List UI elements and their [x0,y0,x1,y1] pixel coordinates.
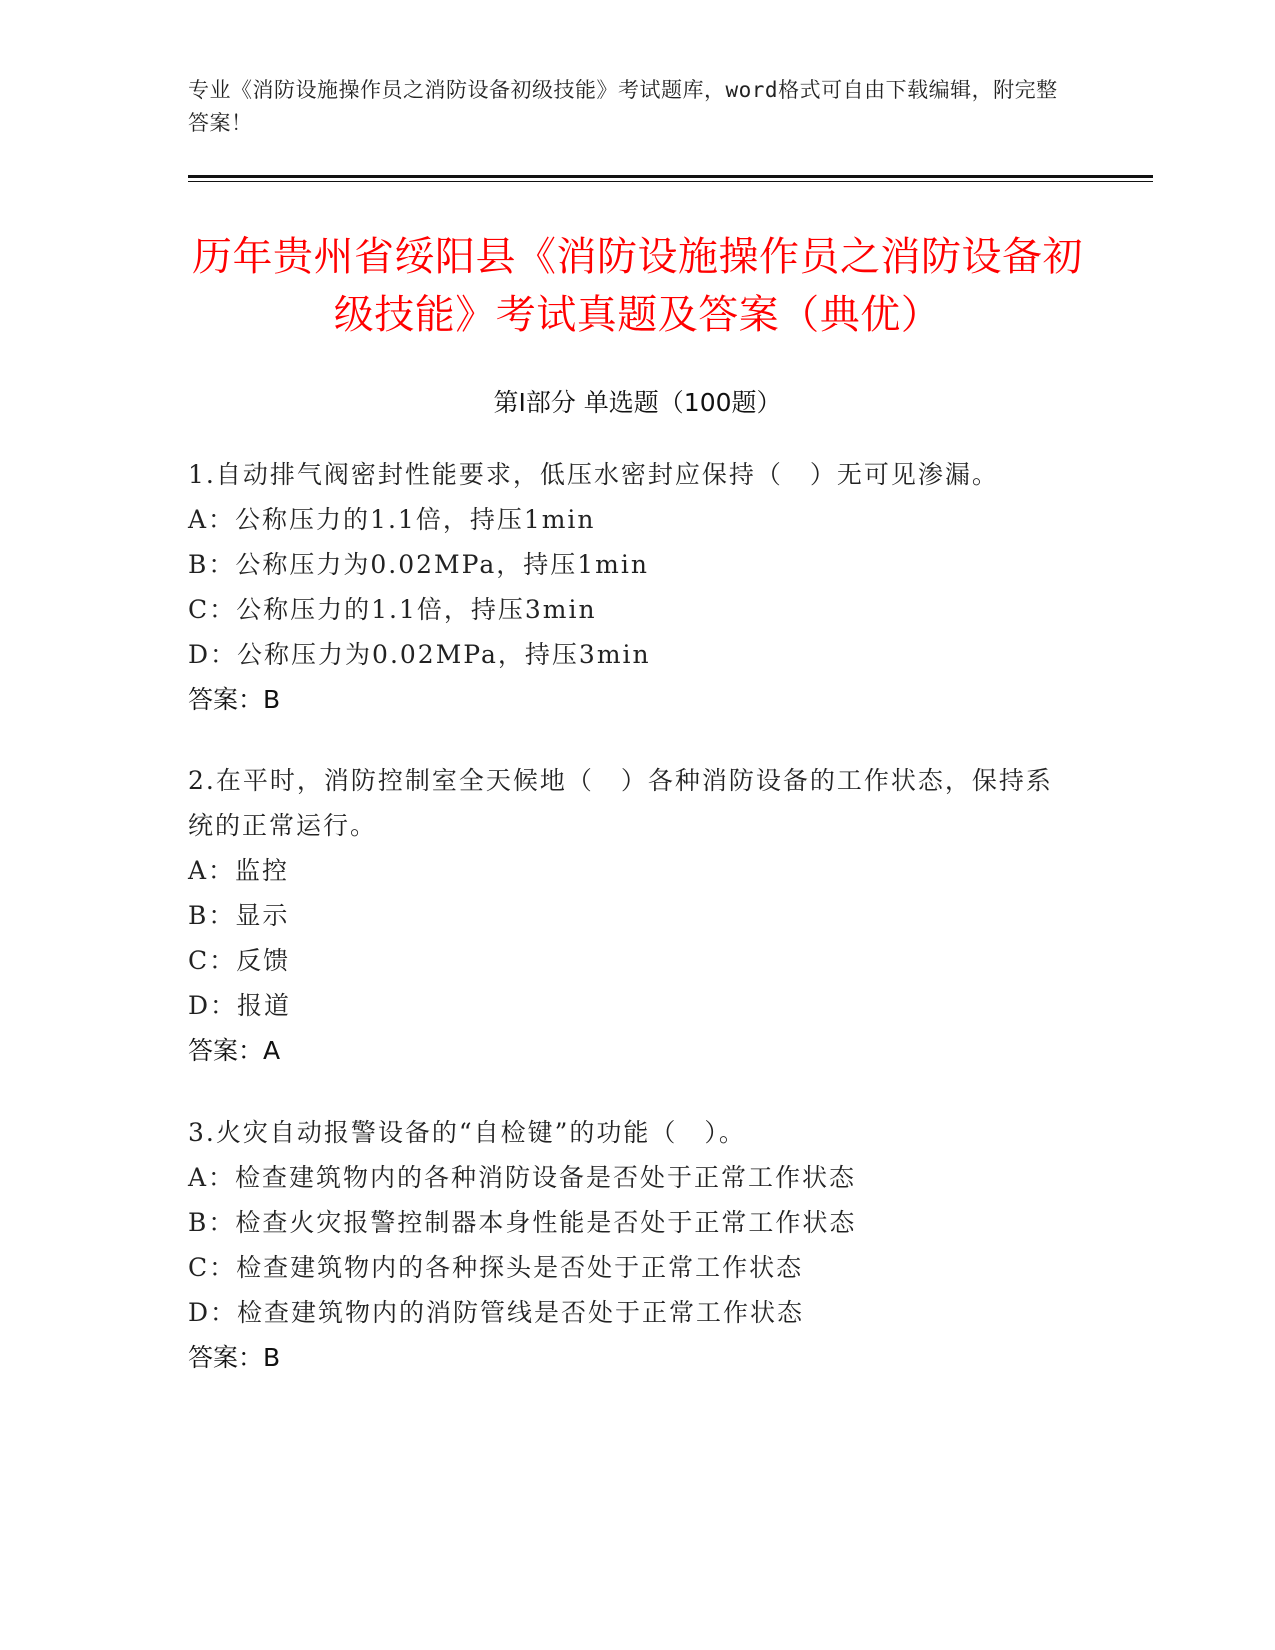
question-stem: 3.火灾自动报警设备的“自检键”的功能（ ）。 [188,1118,746,1147]
option-c: C：反馈 [188,946,291,975]
option-a: A：监控 [188,856,290,885]
section-title: 第Ⅰ部分 单选题（100题） [493,388,782,417]
option-a: A：检查建筑物内的各种消防设备是否处于正常工作状态 [188,1163,857,1192]
option-c: C：公称压力的1.1倍，持压3min [188,595,597,624]
answer: 答案：B [188,1343,281,1372]
option-a: A：公称压力的1.1倍，持压1min [188,505,596,534]
option-d: D：报道 [188,991,292,1020]
option-b: B：公称压力为0.02MPa，持压1min [188,550,649,579]
question-1 [188,452,1068,722]
question-stem: 2.在平时，消防控制室全天候地（ ）各种消防设备的工作状态，保持系统的正常运行。 [188,766,1053,840]
header-divider-thick [188,175,1153,178]
option-c: C：检查建筑物内的各种探头是否处于正常工作状态 [188,1253,804,1282]
question-stem: 1.自动排气阀密封性能要求，低压水密封应保持（ ）无可见渗漏。 [188,460,999,489]
option-b: B：显示 [188,901,290,930]
question-2 [188,758,1068,1073]
header-note: 专业《消防设施操作员之消防设备初级技能》考试题库，word格式可自由下载编辑，附完整答案！ [188,78,1058,135]
answer: 答案：A [188,1036,281,1065]
answer: 答案：B [188,685,281,714]
document-title: 历年贵州省绥阳县《消防设施操作员之消防设备初级技能》考试真题及答案（典优） [192,234,1083,338]
question-3 [188,1110,1068,1380]
option-d: D：检查建筑物内的消防管线是否处于正常工作状态 [188,1298,805,1327]
option-b: B：检查火灾报警控制器本身性能是否处于正常工作状态 [188,1208,857,1237]
option-d: D：公称压力为0.02MPa，持压3min [188,640,651,669]
header-divider-thin [188,181,1153,182]
